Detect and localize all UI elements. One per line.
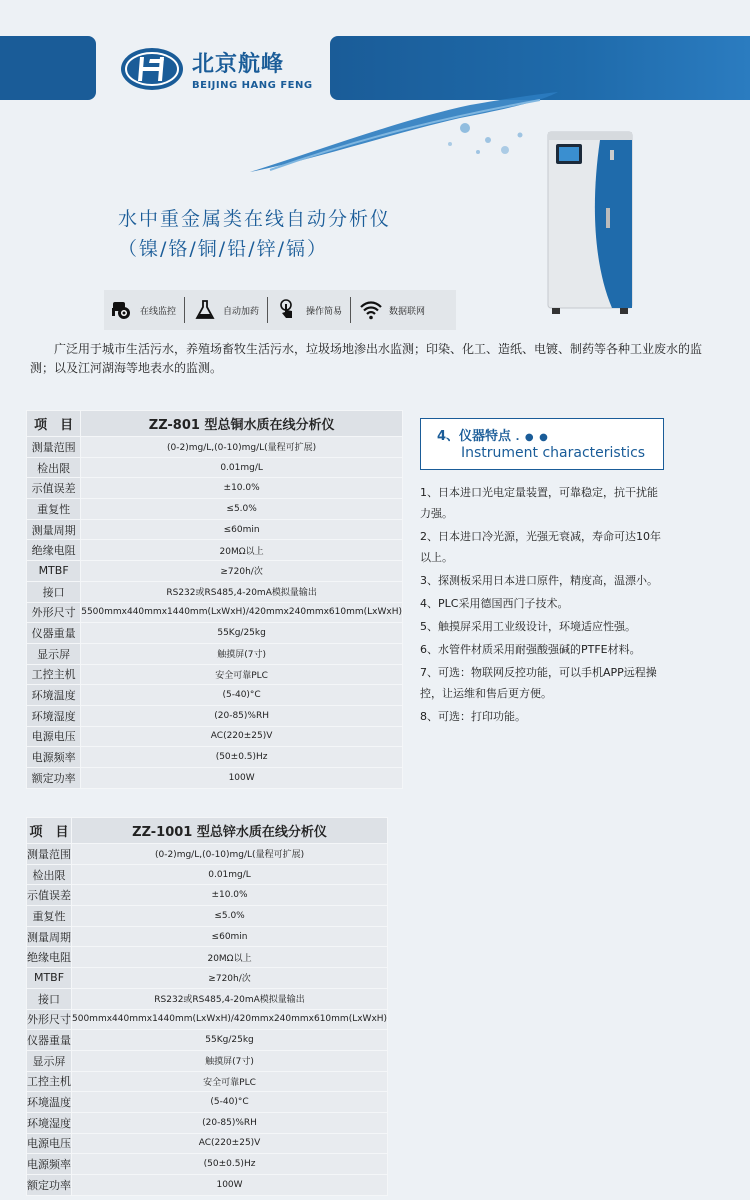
table-row xyxy=(27,1175,388,1196)
spec-label: 接口 xyxy=(27,581,81,602)
product-title xyxy=(118,204,391,264)
divider xyxy=(350,297,351,323)
spec-value: (5-40)°C xyxy=(72,1092,388,1113)
hf-logo-icon xyxy=(120,47,184,91)
spec-label: 测量范围 xyxy=(27,844,72,865)
spec-table-zz801 xyxy=(26,410,403,789)
spec-value: 100W xyxy=(72,1175,388,1196)
feature-label: 在线监控 xyxy=(140,306,177,317)
table-row xyxy=(27,747,403,768)
table-row xyxy=(27,906,388,927)
table-row xyxy=(27,988,388,1009)
table-body xyxy=(27,437,403,789)
table-row xyxy=(27,726,403,747)
spec-value: 20MΩ以上 xyxy=(72,947,388,968)
table-row xyxy=(27,926,388,947)
spec-label: 电源电压 xyxy=(27,726,81,747)
touch-hand-icon xyxy=(276,298,300,322)
spec-value: AC(220±25)V xyxy=(72,1133,388,1154)
water-splash-decoration xyxy=(240,80,560,180)
table-row xyxy=(27,664,403,685)
spec-label: 显示屏 xyxy=(27,1050,72,1071)
table-row xyxy=(27,499,403,520)
feature-item xyxy=(193,298,259,322)
spec-label: 检出限 xyxy=(27,457,81,478)
header-model: ZZ-801 型总铜水质在线分析仪 xyxy=(81,411,403,437)
spec-value: 0.01mg/L xyxy=(72,864,388,885)
table-row xyxy=(27,561,403,582)
spec-label: 额定功率 xyxy=(27,1175,72,1196)
spec-value: 0.01mg/L xyxy=(81,457,403,478)
spec-label: 环境湿度 xyxy=(27,705,81,726)
spec-label: 示值误差 xyxy=(27,885,72,906)
spec-value: ≥720h/次 xyxy=(81,561,403,582)
table-row xyxy=(27,1050,388,1071)
feature-label: 数据联网 xyxy=(389,306,426,317)
spec-value: (50±0.5)Hz xyxy=(72,1154,388,1175)
table-row xyxy=(27,1009,388,1030)
table-row xyxy=(27,685,403,706)
spec-label: 绝缘电阻 xyxy=(27,540,81,561)
table-row xyxy=(27,1154,388,1175)
spec-label: 绝缘电阻 xyxy=(27,947,72,968)
spec-value: (5-40)°C xyxy=(81,685,403,706)
spec-value: 55Kg/25kg xyxy=(72,1030,388,1051)
spec-value: ≥720h/次 xyxy=(72,968,388,989)
spec-label: 接口 xyxy=(27,988,72,1009)
spec-value: (20-85)%RH xyxy=(72,1112,388,1133)
spec-label: MTBF xyxy=(27,968,72,989)
spec-label: 显示屏 xyxy=(27,643,81,664)
product-title-line1: 水中重金属类在线自动分析仪 xyxy=(118,208,392,230)
table-row xyxy=(27,705,403,726)
list-item: 6、水管件材质采用耐强酸强碱的PTFE材料。 xyxy=(420,643,641,656)
spec-label: 检出限 xyxy=(27,864,72,885)
table-row xyxy=(27,947,388,968)
divider xyxy=(267,297,268,323)
spec-label: 外形尺寸 xyxy=(27,602,81,623)
list-item: 3、探测板采用日本进口原件，精度高，温漂小。 xyxy=(420,574,658,587)
table-row xyxy=(27,457,403,478)
spec-label: 电源频率 xyxy=(27,747,81,768)
spec-value: 安全可靠PLC xyxy=(72,1071,388,1092)
table-row xyxy=(27,768,403,789)
spec-value: ±10.0% xyxy=(81,478,403,499)
list-item: 7、可选：物联网反控功能，可以手机APP远程操控，让运维和售后更方便。 xyxy=(420,666,657,700)
characteristics-title-text: 4、仪器特点 xyxy=(437,429,512,444)
table-row xyxy=(27,623,403,644)
dots-decoration: . ● ● xyxy=(515,432,549,443)
spec-label: 仪器重量 xyxy=(27,623,81,644)
spec-table-zz1001 xyxy=(26,817,388,1196)
characteristics-title-en: Instrument characteristics xyxy=(461,445,646,461)
spec-value: ≤5.0% xyxy=(81,499,403,520)
spec-value: RS232或RS485,4-20mA模拟量输出 xyxy=(72,988,388,1009)
logo-chinese-name: 北京航峰 xyxy=(192,52,285,77)
characteristics-title-cn xyxy=(437,425,549,444)
header-item: 项 目 xyxy=(27,818,72,844)
feature-item xyxy=(276,298,342,322)
intro-paragraph: 广泛用于城市生活污水，养殖场畜牧生活污水，垃圾场地渗出水监测；印染、化工、造纸、电镀、制药等各种工业废水的监测；以及江河湖海等地表水的监测。 xyxy=(30,342,703,375)
table-row xyxy=(27,885,388,906)
spec-label: 电源频率 xyxy=(27,1154,72,1175)
spec-label: 环境温度 xyxy=(27,1092,72,1113)
table-row xyxy=(27,478,403,499)
spec-label: 仪器重量 xyxy=(27,1030,72,1051)
spec-label: 重复性 xyxy=(27,906,72,927)
spec-value: 500mmx440mmx1440mm(LxWxH)/420mmx240mmx610mm(LxWxH) xyxy=(72,1009,388,1030)
spec-label: 示值误差 xyxy=(27,478,81,499)
spec-label: 电源电压 xyxy=(27,1133,72,1154)
header-model: ZZ-1001 型总锌水质在线分析仪 xyxy=(72,818,388,844)
spec-label: 外形尺寸 xyxy=(27,1009,72,1030)
spec-label: 环境温度 xyxy=(27,685,81,706)
feature-item xyxy=(359,298,425,322)
product-title-line2: （镍/铬/铜/铅/锌/镉） xyxy=(118,238,329,260)
spec-value: RS232或RS485,4-20mA模拟量输出 xyxy=(81,581,403,602)
header-band-left xyxy=(0,36,96,100)
spec-value: (0-2)mg/L,(0-10)mg/L(量程可扩展) xyxy=(72,844,388,865)
table-row xyxy=(27,519,403,540)
list-item: 1、日本进口光电定量装置，可靠稳定，抗干扰能力强。 xyxy=(420,486,658,520)
spec-label: 测量范围 xyxy=(27,437,81,458)
table-row xyxy=(27,1092,388,1113)
feature-strip xyxy=(104,290,456,330)
table-row xyxy=(27,602,403,623)
spec-value: 触摸屏(7寸) xyxy=(81,643,403,664)
table-row xyxy=(27,844,388,865)
table-row xyxy=(27,1071,388,1092)
table-row xyxy=(27,1112,388,1133)
spec-value: ≤5.0% xyxy=(72,906,388,927)
feature-label: 操作简易 xyxy=(306,306,343,317)
spec-label: 测量周期 xyxy=(27,926,72,947)
table-row xyxy=(27,1133,388,1154)
list-item: 5、触摸屏采用工业级设计，环境适应性强。 xyxy=(420,620,636,633)
spec-label: MTBF xyxy=(27,561,81,582)
spec-value: 20MΩ以上 xyxy=(81,540,403,561)
table-row xyxy=(27,1030,388,1051)
spec-label: 环境湿度 xyxy=(27,1112,72,1133)
spec-value: ≤60min xyxy=(81,519,403,540)
table-body xyxy=(27,844,388,1196)
divider xyxy=(184,297,185,323)
spec-value: ±10.0% xyxy=(72,885,388,906)
spec-value: 触摸屏(7寸) xyxy=(72,1050,388,1071)
spec-value: (50±0.5)Hz xyxy=(81,747,403,768)
flask-icon xyxy=(193,298,217,322)
table-header-row xyxy=(27,818,388,844)
spec-value: 5500mmx440mmx1440mm(LxWxH)/420mmx240mmx610mm(LxWxH) xyxy=(81,602,403,623)
list-item: 8、可选：打印功能。 xyxy=(420,710,526,723)
feature-item xyxy=(110,298,176,322)
table-header-row xyxy=(27,411,403,437)
spec-label: 工控主机 xyxy=(27,664,81,685)
analyzer-cabinet-image xyxy=(540,128,640,318)
characteristics-header-box xyxy=(420,418,664,470)
spec-label: 测量周期 xyxy=(27,519,81,540)
list-item: 4、PLC采用德国西门子技术。 xyxy=(420,597,569,610)
spec-value: 55Kg/25kg xyxy=(81,623,403,644)
header-item: 项 目 xyxy=(27,411,81,437)
logo-english-name: BEIJING HANG FENG xyxy=(192,80,313,91)
spec-value: (0-2)mg/L,(0-10)mg/L(量程可扩展) xyxy=(81,437,403,458)
spec-label: 工控主机 xyxy=(27,1071,72,1092)
camera-icon xyxy=(110,298,134,322)
table-row xyxy=(27,581,403,602)
feature-label: 自动加药 xyxy=(223,306,260,317)
table-row xyxy=(27,437,403,458)
spec-label: 额定功率 xyxy=(27,768,81,789)
table-row xyxy=(27,643,403,664)
spec-value: AC(220±25)V xyxy=(81,726,403,747)
spec-label: 重复性 xyxy=(27,499,81,520)
spec-value: 100W xyxy=(81,768,403,789)
table-row xyxy=(27,864,388,885)
spec-value: (20-85)%RH xyxy=(81,705,403,726)
list-item: 2、日本进口冷光源，光强无衰减，寿命可达10年以上。 xyxy=(420,530,661,564)
spec-value: ≤60min xyxy=(72,926,388,947)
wifi-icon xyxy=(359,298,383,322)
characteristics-list xyxy=(420,482,666,729)
table-row xyxy=(27,968,388,989)
spec-value: 安全可靠PLC xyxy=(81,664,403,685)
table-row xyxy=(27,540,403,561)
